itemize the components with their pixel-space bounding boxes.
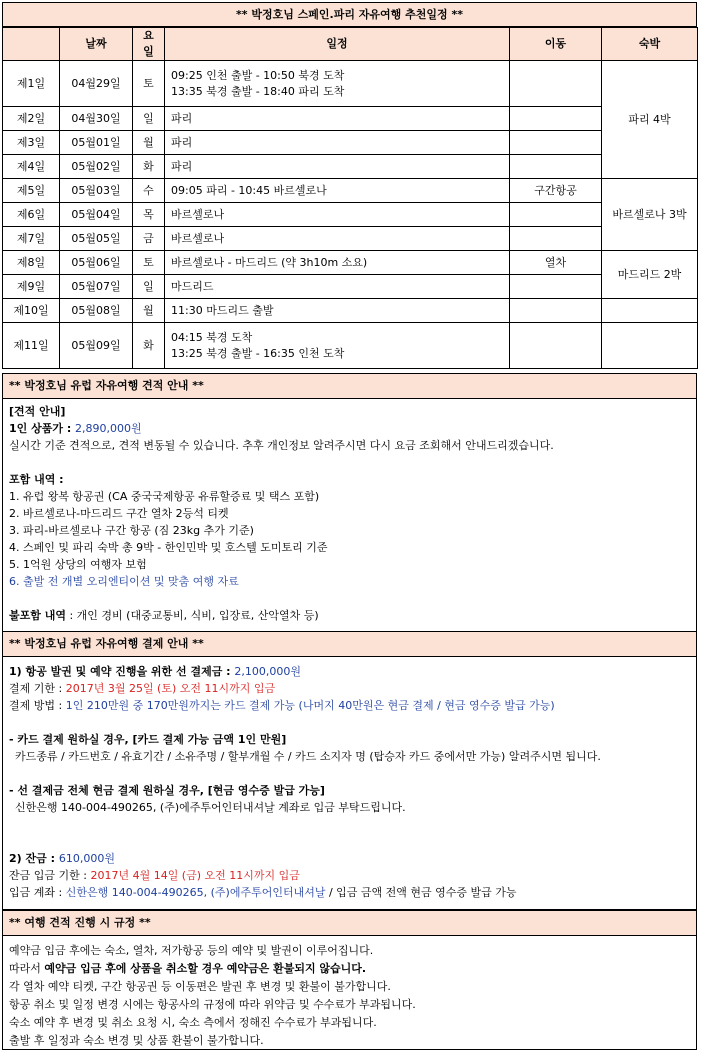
deposit-amount: 2,100,000원 <box>234 665 301 678</box>
row-date: 04월29일 <box>60 61 133 107</box>
include-title: 포함 내역 : <box>9 473 64 486</box>
include-item: 1. 유럽 왕복 항공권 (CA 중국국제항공 유류할증료 및 택스 포함) <box>9 490 320 503</box>
table-row <box>3 227 698 251</box>
row-date: 05월09일 <box>60 323 133 369</box>
schedule-header-row <box>3 28 698 61</box>
rule-line: 예약금 입금 후에는 숙소, 열차, 저가항공 등의 예약 및 발권이 이루어집니다. <box>9 944 374 957</box>
row-date: 05월03일 <box>60 179 133 203</box>
row-weekday: 금 <box>133 227 165 251</box>
deposit-line <box>9 663 690 680</box>
rule-line: 출발 후 일정과 숙소 변경 및 상품 환불이 불가합니다. <box>9 1034 264 1047</box>
card-text: 카드종류 / 카드번호 / 유효기간 / 소유주명 / 할부개월 수 / 카드 소지자 명 (탑승자 카드 중에서만 가능) 알려주시면 됩니다. <box>15 750 601 763</box>
row-stay-empty <box>602 299 698 323</box>
balance-deadline-label: 잔금 입금 기한 : <box>9 869 91 882</box>
table-row <box>3 251 698 275</box>
row-day: 제2일 <box>3 107 60 131</box>
row-plan: 마드리드 <box>165 275 510 299</box>
balance-deadline-line <box>9 867 690 884</box>
table-row <box>3 299 698 323</box>
row-date: 05월02일 <box>60 155 133 179</box>
include-item: 2. 바르셀로나-마드리드 구간 열차 2등석 티켓 <box>9 507 229 520</box>
table-row <box>3 323 698 369</box>
row-date: 05월08일 <box>60 299 133 323</box>
row-move <box>510 323 602 369</box>
exclude-line <box>9 607 690 624</box>
account-suffix: / 입금 금액 전액 현금 영수증 발급 가능 <box>325 886 517 899</box>
payment-body <box>3 657 696 905</box>
row-weekday: 월 <box>133 299 165 323</box>
row-move <box>510 155 602 179</box>
rule-line: 각 열차 예약 티켓, 구간 항공권 등 이동편은 발권 후 변경 및 환불이 불가합니다. <box>9 980 391 993</box>
row-day: 제10일 <box>3 299 60 323</box>
row-plan <box>165 323 510 369</box>
table-row <box>3 61 698 107</box>
row-plan: 바르셀로나 <box>165 227 510 251</box>
row-date: 05월05일 <box>60 227 133 251</box>
estimate-body <box>3 399 696 628</box>
exclude-text: : 개인 경비 (대중교통비, 식비, 입장료, 산악열차 등) <box>65 609 319 622</box>
plan-line: 13:35 북경 출발 - 18:40 파리 도착 <box>171 84 345 98</box>
card-title: - 카드 결제 원하실 경우, [카드 결제 가능 금액 1인 만원] <box>9 733 287 746</box>
row-plan: 파리 <box>165 131 510 155</box>
row-weekday: 토 <box>133 61 165 107</box>
account-value: 신한은행 140-004-490265, (주)에주투어인터내셔날 <box>65 886 326 899</box>
row-stay-empty <box>602 323 698 369</box>
row-plan: 파리 <box>165 155 510 179</box>
row-date: 05월07일 <box>60 275 133 299</box>
method-value: 1인 210만원 중 170만원까지는 카드 결제 가능 (나머지 40만원은 현금 결제 / 현금 영수증 발급 가능) <box>65 699 555 712</box>
header-day <box>3 28 60 61</box>
header-date: 날짜 <box>60 28 133 61</box>
header-stay: 숙박 <box>602 28 698 61</box>
account-line <box>9 884 690 901</box>
row-plan <box>165 61 510 107</box>
row-day: 제1일 <box>3 61 60 107</box>
estimate-label: [견적 안내] <box>9 405 66 418</box>
row-date: 05월04일 <box>60 203 133 227</box>
include-item: 4. 스페인 및 파리 숙박 총 9박 - 한인민박 및 호스텔 도미토리 기준 <box>9 541 328 554</box>
row-move <box>510 275 602 299</box>
estimate-note: 실시간 기준 견적으로, 견적 변동될 수 있습니다. 추후 개인정보 알려주시면 다시 요금 조회해서 안내드리겠습니다. <box>9 439 554 452</box>
estimate-section <box>2 373 697 632</box>
row-day: 제9일 <box>3 275 60 299</box>
row-plan: 바르셀로나 <box>165 203 510 227</box>
rules-section <box>2 910 697 1050</box>
plan-line: 09:25 인천 출발 - 10:50 북경 도착 <box>171 68 345 82</box>
row-move <box>510 131 602 155</box>
payment-section <box>2 632 697 910</box>
row-plan: 11:30 마드리드 출발 <box>165 299 510 323</box>
price-value: 2,890,000원 <box>75 422 142 435</box>
stay-madrid: 마드리드 2박 <box>602 251 698 299</box>
row-move <box>510 227 602 251</box>
stay-paris: 파리 4박 <box>602 61 698 179</box>
row-date: 05월06일 <box>60 251 133 275</box>
row-weekday: 화 <box>133 323 165 369</box>
row-move <box>510 107 602 131</box>
row-weekday: 목 <box>133 203 165 227</box>
table-row <box>3 131 698 155</box>
row-day: 제7일 <box>3 227 60 251</box>
schedule-table <box>2 27 698 369</box>
row-day: 제6일 <box>3 203 60 227</box>
table-row <box>3 275 698 299</box>
row-day: 제4일 <box>3 155 60 179</box>
cash-text: 신한은행 140-004-490265, (주)에주투어인터내셔날 계좌로 입금 부탁드립니다. <box>15 801 406 814</box>
rules-title: ** 여행 견적 진행 시 규정 ** <box>3 911 696 936</box>
plan-line: 13:25 북경 출발 - 16:35 인천 도착 <box>171 346 345 360</box>
price-label: 1인 상품가 : <box>9 422 76 435</box>
estimate-title: ** 박정호님 유럽 자유여행 견적 안내 ** <box>3 374 696 399</box>
row-plan: 바르셀로나 - 마드리드 (약 3h10m 소요) <box>165 251 510 275</box>
table-row <box>3 203 698 227</box>
row-date: 05월01일 <box>60 131 133 155</box>
row-weekday: 일 <box>133 275 165 299</box>
row-plan: 파리 <box>165 107 510 131</box>
table-row <box>3 107 698 131</box>
row-day: 제11일 <box>3 323 60 369</box>
exclude-label: 불포함 내역 <box>9 609 66 622</box>
stay-barcelona: 바르셀로나 3박 <box>602 179 698 251</box>
row-day: 제5일 <box>3 179 60 203</box>
rule-line: 숙소 예약 후 변경 및 취소 요청 시, 숙소 측에서 정해진 수수료가 부과됩니다. <box>9 1016 377 1029</box>
row-move <box>510 203 602 227</box>
plan-line: 04:15 북경 도착 <box>171 330 253 344</box>
method-label: 결제 방법 : <box>9 699 66 712</box>
rules-body <box>3 936 696 1054</box>
include-item: 5. 1억원 상당의 여행자 보험 <box>9 558 147 571</box>
row-day: 제8일 <box>3 251 60 275</box>
price-line <box>9 420 690 437</box>
header-weekday: 요일 <box>133 28 165 61</box>
row-weekday: 일 <box>133 107 165 131</box>
rule-prefix: 따라서 <box>9 962 45 975</box>
row-move <box>510 299 602 323</box>
row-move <box>510 61 602 107</box>
include-item: 3. 파리-바르셀로나 구간 항공 (짐 23kg 추가 기준) <box>9 524 254 537</box>
deposit-label: 1) 항공 발권 및 예약 진행을 위한 선 결제금 : <box>9 665 235 678</box>
balance-amount: 610,000원 <box>58 852 115 865</box>
rule-bold: 예약금 입금 후에 상품을 취소할 경우 예약금은 환불되지 않습니다. <box>44 962 367 975</box>
row-plan: 09:05 파리 - 10:45 바르셀로나 <box>165 179 510 203</box>
row-weekday: 월 <box>133 131 165 155</box>
rule-line <box>9 960 690 978</box>
table-row <box>3 179 698 203</box>
cash-title: - 선 결제금 전체 현금 결제 원하실 경우, [현금 영수증 발급 가능] <box>9 784 325 797</box>
row-move: 구간항공 <box>510 179 602 203</box>
payment-title: ** 박정호님 유럽 자유여행 결제 안내 ** <box>3 632 696 657</box>
balance-line <box>9 850 690 867</box>
row-day: 제3일 <box>3 131 60 155</box>
deadline-label: 결제 기한 : <box>9 682 66 695</box>
method-line <box>9 697 690 714</box>
row-move: 열차 <box>510 251 602 275</box>
deadline-value: 2017년 3월 25일 (토) 오전 11시까지 입금 <box>65 682 276 695</box>
account-label: 입금 계좌 : <box>9 886 66 899</box>
balance-label: 2) 잔금 : <box>9 852 59 865</box>
row-weekday: 화 <box>133 155 165 179</box>
header-move: 이동 <box>510 28 602 61</box>
header-plan: 일정 <box>165 28 510 61</box>
table-row <box>3 155 698 179</box>
schedule-title: ** 박정호님 스페인.파리 자유여행 추천일정 ** <box>2 2 697 27</box>
row-weekday: 수 <box>133 179 165 203</box>
balance-deadline-value: 2017년 4월 14일 (금) 오전 11시까지 입금 <box>90 869 300 882</box>
include-item-extra: 6. 출발 전 개별 오리엔티이션 및 맞춤 여행 자료 <box>9 575 239 588</box>
deadline-line <box>9 680 690 697</box>
row-date: 04월30일 <box>60 107 133 131</box>
row-weekday: 토 <box>133 251 165 275</box>
rule-line: 항공 취소 및 일정 변경 시에는 항공사의 규정에 따라 위약금 및 수수료가 부과됩니다. <box>9 998 416 1011</box>
